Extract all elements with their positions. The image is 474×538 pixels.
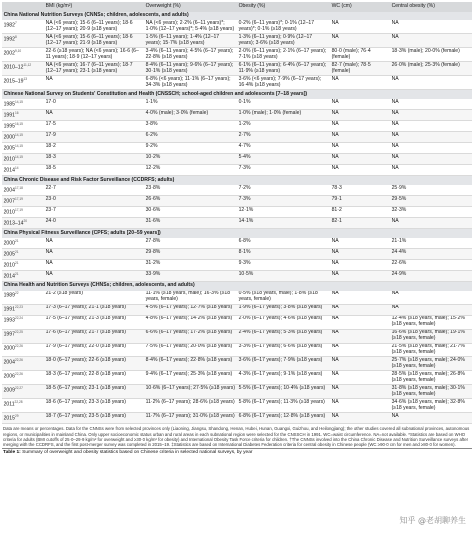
obesity-cell: 0·2% (6–11 years)*; 0·1% (12–17 years)*; 0·1% (≥18 years) [237, 20, 330, 33]
wc-cell: NA [330, 143, 390, 154]
central-obesity-cell: NA [390, 20, 472, 33]
overweight-cell: 23·8% [144, 185, 237, 196]
year-cell [2, 357, 44, 371]
year-value: 1997 [3, 332, 15, 339]
obesity-cell: 3·6% (<6 years); 7·9% (6–17 years); 16·4% (≥18 years) [237, 76, 330, 90]
overweight-cell: 30·6% [144, 206, 237, 217]
year-cell [2, 185, 44, 196]
year-cell [2, 99, 44, 110]
year-cell [2, 343, 44, 357]
overweight-cell: 11·2% (6–17 years); 28·6% (≥18 years) [144, 399, 237, 413]
bmi-cell: 17·5 [44, 120, 144, 131]
bmi-cell: 17·6 (6–17 years); 21·7 (≥18 years) [44, 329, 144, 343]
obesity-cell: 7·3% [237, 195, 330, 206]
year-value: 2010 [3, 262, 15, 269]
caption-text: Summary of overweight and obesity statistics based on Chinese criteria in selected national surveys, by year [22, 449, 253, 455]
table-row [2, 206, 472, 217]
overweight-cell: 3·8% [144, 120, 237, 131]
bmi-cell: 23·0 [44, 195, 144, 206]
bmi-cell: 21·2 (≥18 years) [44, 291, 144, 304]
central-obesity-cell: 22·6% [390, 259, 472, 270]
reference-superscript: 20 [23, 218, 27, 223]
table-row [2, 48, 472, 62]
obesity-cell: 1·9% (6–17 years); 3·8% (≥18 years) [237, 304, 330, 315]
overweight-cell: 8·4% (6–17 years); 22·8% (≥18 years) [144, 357, 237, 371]
bmi-cell: 17·9 [44, 132, 144, 143]
table-row [2, 259, 472, 270]
table-row [2, 76, 472, 90]
section-header-row [2, 281, 472, 290]
table-row [2, 385, 472, 399]
table-row [2, 185, 472, 196]
reference-superscript: 16,15 [14, 121, 23, 126]
obesity-cell: 12·1% [237, 206, 330, 217]
obesity-cell: 0·5% (≥18 years, male); 1·8% (≥18 years, female) [237, 291, 330, 304]
wc-cell: 80·0 (male); 76·4 (female) [330, 48, 390, 62]
bmi-cell: 24·0 [44, 218, 144, 229]
wc-cell: NA [330, 76, 390, 90]
year-cell [2, 109, 44, 120]
central-obesity-cell: 34·6% (≥18 years, male); 32·8% (≥18 years, female) [390, 399, 472, 413]
overweight-cell: 9·2% [144, 143, 237, 154]
table-row [2, 165, 472, 176]
central-obesity-cell: 31·8% (≥18 years, male); 30·1% (≥18 years, female) [390, 385, 472, 399]
bmi-cell: NA [44, 248, 144, 259]
wc-cell: NA [330, 20, 390, 33]
table-row [2, 143, 472, 154]
obesity-cell: 5·5% (6–17 years); 10·4% (≥18 years) [237, 385, 330, 399]
bmi-cell: NA [44, 259, 144, 270]
obesity-cell: 1·2% [237, 120, 330, 131]
year-value: 1992 [3, 36, 15, 43]
header-overweight: Overweight (%) [144, 2, 237, 12]
bmi-cell: 22·6 (≥18 years); NA (<6 years); 16·6 (6–11 years); 18·9 (12–17 years) [44, 48, 144, 62]
section-header-row [2, 176, 472, 185]
year-cell [2, 291, 44, 304]
wc-cell: NA [330, 270, 390, 281]
wc-cell: NA [330, 304, 390, 315]
table-row [2, 218, 472, 229]
year-value: 2007 [3, 198, 15, 205]
year-cell [2, 329, 44, 343]
wc-cell: 82·7 (male); 78·5 (female) [330, 62, 390, 76]
overweight-cell: 4·5% (6–17 years); 12·7% (≥18 years) [144, 304, 237, 315]
wc-cell: 82·1 [330, 218, 390, 229]
year-cell [2, 315, 44, 329]
bmi-cell: NA [44, 76, 144, 90]
header-bmi: BMI (kg/m²) [44, 2, 144, 12]
year-cell [2, 20, 44, 33]
wc-cell: NA [330, 329, 390, 343]
overweight-cell: 6·2% [144, 132, 237, 143]
caption-label: Table 1: [3, 449, 21, 455]
year-cell [2, 270, 44, 281]
year-value: 2010 [3, 209, 15, 216]
overweight-cell: 31·6% [144, 218, 237, 229]
bmi-cell: NA [44, 270, 144, 281]
section-title: China Chronic Disease and Risk Factor Surveillance (CCDRFS; adults) [2, 176, 472, 185]
year-cell [2, 385, 44, 399]
table-row [2, 291, 472, 304]
central-obesity-cell: NA [390, 143, 472, 154]
central-obesity-cell: 12·4% (≥18 years, male); 15·2% (≥18 years, female) [390, 315, 472, 329]
table-row [2, 132, 472, 143]
year-value: 2004 [3, 360, 15, 367]
reference-superscript: 22,25 [14, 330, 23, 335]
overweight-cell: 6·8% (<6 years); 11·1% (6–17 years); 34·3% (≥18 years) [144, 76, 237, 90]
obesity-cell: 6·8% [237, 238, 330, 249]
obesity-cell: 5·8% (6–17 years); 11·3% (≥18 years) [237, 399, 330, 413]
year-value: 2011 [3, 401, 15, 408]
year-value: 2002 [3, 50, 15, 57]
reference-superscript: 9,10 [14, 49, 22, 54]
section-title: China Health and Nutrition Surveys (CHNSs; children, adolescents, and adults) [2, 281, 472, 290]
central-obesity-cell: 25·9% [390, 185, 472, 196]
overweight-cell: 1·1% [144, 99, 237, 110]
overweight-cell: 31·2% [144, 259, 237, 270]
year-value: 2005 [3, 251, 15, 258]
wc-cell: 79·1 [330, 195, 390, 206]
year-cell [2, 154, 44, 165]
wc-cell: NA [330, 165, 390, 176]
central-obesity-cell: NA [390, 304, 472, 315]
bmi-cell: 18·2 [44, 143, 144, 154]
bmi-cell: 17·3 (6–17 years); 21·1 (≥18 years) [44, 304, 144, 315]
header-obesity: Obesity (%) [237, 2, 330, 12]
central-obesity-cell: 18·3% (male); 20·0% (female) [390, 48, 472, 62]
bmi-cell: 18·5 [44, 165, 144, 176]
central-obesity-cell: NA [390, 154, 472, 165]
overweight-cell: 29·8% [144, 248, 237, 259]
obesity-cell: 5·4% [237, 154, 330, 165]
year-value: 1985 [3, 101, 15, 108]
section-header-row [2, 229, 472, 238]
section-header-row [2, 12, 472, 21]
bmi-cell: 23·7 [44, 206, 144, 217]
obesity-cell: 2·7% [237, 132, 330, 143]
year-value: 2015–19 [3, 78, 24, 85]
overweight-cell: 10·6% (6–17 years); 27·5% (≥18 years) [144, 385, 237, 399]
table-row [2, 315, 472, 329]
overweight-cell: 11·7% (6–17 years); 31·0% (≥18 years) [144, 413, 237, 424]
year-value: 1995 [3, 123, 15, 130]
year-value: 2006 [3, 374, 15, 381]
table-row [2, 109, 472, 120]
reference-superscript: 17,18 [14, 185, 23, 190]
reference-superscript: 21 [14, 260, 19, 265]
obesity-statistics-table [2, 2, 472, 424]
table-row [2, 34, 472, 48]
reference-superscript: 17,19 [14, 207, 23, 212]
central-obesity-cell: 28·5% (≥18 years, male); 26·8% (≥18 years, female) [390, 371, 472, 385]
table-row [2, 357, 472, 371]
year-cell [2, 399, 44, 413]
obesity-cell: 4·3% (6–17 years); 9·1% (≥18 years) [237, 371, 330, 385]
year-value: 2014 [3, 167, 15, 174]
obesity-cell: 9·3% [237, 259, 330, 270]
year-value: 2000 [3, 134, 15, 141]
central-obesity-cell: NA [390, 99, 472, 110]
reference-superscript: 22,26 [14, 358, 23, 363]
section-title: China Physical Fitness Surveillance (CPFS; adults [20–59 years]) [2, 229, 472, 238]
year-value: 1991 [3, 112, 15, 119]
obesity-cell: 3·3% (6–17 years); 6·6% (≥18 years) [237, 343, 330, 357]
obesity-cell: 2·0% (6–11 years); 2·1% (6–17 years); 7·1% (≥18 years) [237, 48, 330, 62]
bmi-cell: 18·5 (6–17 years); 23·1 (≥18 years) [44, 385, 144, 399]
overweight-cell: 6·6% (6–17 years); 17·2% (≥18 years) [144, 329, 237, 343]
year-cell [2, 143, 44, 154]
bmi-cell: 22·7 [44, 185, 144, 196]
reference-superscript: 21 [14, 238, 19, 243]
reference-superscript: 14,15 [14, 132, 23, 137]
year-cell [2, 195, 44, 206]
table-row [2, 413, 472, 424]
reference-superscript: 8 [14, 35, 17, 40]
wc-cell: NA [330, 399, 390, 413]
central-obesity-cell: NA [390, 120, 472, 131]
central-obesity-cell: NA [390, 76, 472, 90]
central-obesity-cell: 25·7% (≥18 years, male); 24·0% (≥18 years, female) [390, 357, 472, 371]
year-cell [2, 218, 44, 229]
reference-superscript: 14 [14, 166, 19, 171]
bmi-cell: NA (<6 years); 16·7 (6–11 years); 18·7 (12–17 years); 23·1 (≥18 years) [44, 62, 144, 76]
year-cell [2, 76, 44, 90]
reference-superscript: 14,15 [14, 99, 23, 104]
year-value: 1991 [3, 307, 15, 314]
table-row [2, 120, 472, 131]
wc-cell: NA [330, 34, 390, 48]
wc-cell: NA [330, 259, 390, 270]
central-obesity-cell: 32·3% [390, 206, 472, 217]
year-value: 2000 [3, 240, 15, 247]
year-cell [2, 413, 44, 424]
wc-cell: NA [330, 371, 390, 385]
year-cell [2, 248, 44, 259]
year-cell [2, 238, 44, 249]
year-value: 2005 [3, 145, 15, 152]
bmi-cell: 18·3 [44, 154, 144, 165]
year-value: 2013–14 [3, 220, 24, 227]
year-cell [2, 206, 44, 217]
bmi-cell: 18·0 (6–17 years); 22·6 (≥18 years) [44, 357, 144, 371]
obesity-cell: 3·6% (6–17 years); 7·9% (≥18 years) [237, 357, 330, 371]
obesity-cell: 6·1% (6–11 years); 6·4% (6–17 years); 11·9% (≥18 years) [237, 62, 330, 76]
year-value: 1993 [3, 318, 15, 325]
overweight-cell: 12·2% [144, 165, 237, 176]
central-obesity-cell: 24·9% [390, 270, 472, 281]
section-title: Chinese National Survey on Students' Constitution and Health (CNSSCH; school-aged children and adolescents [7–18 years]) [2, 90, 472, 99]
table-row [2, 343, 472, 357]
reference-superscript: 29 [14, 414, 19, 419]
year-cell [2, 34, 44, 48]
table-row [2, 20, 472, 33]
obesity-cell: 2·4% (6–17 years); 5·3% (≥18 years) [237, 329, 330, 343]
central-obesity-cell: NA [390, 413, 472, 424]
year-cell [2, 259, 44, 270]
year-cell [2, 371, 44, 385]
wc-cell: NA [330, 238, 390, 249]
year-value: 2010 [3, 156, 15, 163]
watermark: 知乎 @老胡聊养生 [399, 516, 466, 525]
year-value: 1982 [3, 22, 15, 29]
overweight-cell: 8·4% (6–11 years); 9·6% (6–17 years); 30·1% (≥18 years) [144, 62, 237, 76]
year-value: 1989 [3, 293, 15, 300]
table-row [2, 399, 472, 413]
wc-cell: NA [330, 413, 390, 424]
table-row [2, 238, 472, 249]
overweight-cell: 11·1% (≥18 years, male); 16·3% (≥18 years, female) [144, 291, 237, 304]
overweight-cell: 4·0% (male); 3·0% (female) [144, 109, 237, 120]
central-obesity-cell: NA [390, 218, 472, 229]
reference-superscript: 13 [23, 77, 27, 82]
table-caption [2, 448, 472, 457]
table-notes: Data are means or percentages. Data for the CNNSs were from selected provinces only (Liaoning, Jiangsu, Shandong, Henan, Hubei, Hunan, Guangxi, Guizhou, and Heilongjiang); the other studies covered all subnational provinces, autonomous regions, or municipalities in mainland China. Only upper socioeconomic status urban and rural areas in each subnational region were selected for the CNSSCH in 1991. WC=waist circumference. NA=not available. *Statistics are based on WHO criteria for adults (BMI cutoffs of 25·0–29·9 kg/m² for overweight and ≥30·0 kg/m² for obesity) and International Obesity Task Force criteria for children. †The CNNSs involved into the China Chronic Disease and Nutrition Surveillance surveys after merging with the CCDRFS, and the first post-merger survey was completed in 2015–19. ‡Statistics are based on International Diabetes Federation criteria for central obesity in Chinese people (WC ≥90·0 cm for men and ≥80·0 for women). [3, 426, 470, 447]
wc-cell: NA [330, 120, 390, 131]
reference-superscript: 22 [14, 291, 19, 296]
central-obesity-cell: 21·5% (≥18 years, male); 21·7% (≥18 years, female) [390, 343, 472, 357]
reference-superscript: 17,19 [14, 196, 23, 201]
wc-cell: NA [330, 315, 390, 329]
overweight-cell: 7·5% (6–17 years); 20·0% (≥18 years) [144, 343, 237, 357]
reference-superscript: 22,23 [14, 305, 23, 310]
wc-cell: NA [330, 385, 390, 399]
central-obesity-cell: NA [390, 132, 472, 143]
year-cell [2, 62, 44, 76]
header-wc: WC (cm) [330, 2, 390, 12]
wc-cell: NA [330, 343, 390, 357]
reference-superscript: 22,27 [14, 386, 23, 391]
year-cell [2, 48, 44, 62]
reference-superscript: 7 [14, 21, 17, 26]
wc-cell: NA [330, 132, 390, 143]
reference-superscript: 14,15 [14, 143, 23, 148]
year-cell [2, 132, 44, 143]
obesity-cell: 10·5% [237, 270, 330, 281]
reference-superscript: 16 [14, 110, 19, 115]
obesity-cell: 7·2% [237, 185, 330, 196]
obesity-cell: 14·1% [237, 218, 330, 229]
year-value: 2009 [3, 387, 15, 394]
obesity-cell: 8·1% [237, 248, 330, 259]
year-value: 2004 [3, 187, 15, 194]
bmi-cell: 17·5 (6–17 years); 21·3 (≥18 years) [44, 315, 144, 329]
central-obesity-cell: 16·6% (≥18 years, male); 19·1% (≥18 years, female) [390, 329, 472, 343]
obesity-cell: 1·3% (6–11 years); 0·9% (12–17 years); 3·6% (≥18 years) [237, 34, 330, 48]
year-value: 2014 [3, 273, 15, 280]
year-value: 2000 [3, 346, 15, 353]
overweight-cell: 3·4% (6–11 years); 4·5% (6–17 years); 22·8% (≥18 years) [144, 48, 237, 62]
central-obesity-cell: NA [390, 165, 472, 176]
obesity-cell: 1·0% (male); 1·0% (female) [237, 109, 330, 120]
central-obesity-cell: NA [390, 109, 472, 120]
overweight-cell: 10·2% [144, 154, 237, 165]
obesity-cell: 4·7% [237, 143, 330, 154]
reference-superscript: 22,26 [14, 344, 23, 349]
obesity-cell: 6·8% (6–17 years); 12·8% (≥18 years) [237, 413, 330, 424]
table-row [2, 329, 472, 343]
reference-superscript: 21 [14, 271, 19, 276]
table-header-row [2, 2, 472, 12]
bmi-cell: 17·0 [44, 99, 144, 110]
table-row [2, 99, 472, 110]
bmi-cell: 18·3 (6–17 years); 22·8 (≥18 years) [44, 371, 144, 385]
bmi-cell: NA [44, 109, 144, 120]
header-central-obesity: Central obesity (%) [390, 2, 472, 12]
bmi-cell: 18·6 (6–17 years); 23·3 (≥18 years) [44, 399, 144, 413]
obesity-cell: 7·3% [237, 165, 330, 176]
overweight-cell: 1·5% (6–11 years); 1·4% (12–17 years); 15·7% (≥18 years) [144, 34, 237, 48]
central-obesity-cell: NA [390, 34, 472, 48]
wc-cell: NA [330, 357, 390, 371]
reference-superscript: 22,28 [14, 400, 23, 405]
year-value: 2015 [3, 415, 15, 422]
year-cell [2, 165, 44, 176]
overweight-cell: NA (<6 years); 2·2% (6–11 years)*; 1·0% (12–17 years)*; 5·4% (≥18 years) [144, 20, 237, 33]
overweight-cell: 9·4% (6–17 years); 25·3% (≥18 years) [144, 371, 237, 385]
year-cell [2, 120, 44, 131]
table-row [2, 270, 472, 281]
obesity-cell: 0·1% [237, 99, 330, 110]
overweight-cell: 4·8% (6–17 years); 14·2% (≥18 years) [144, 315, 237, 329]
table-row [2, 248, 472, 259]
reference-superscript: 11,12 [23, 63, 32, 68]
reference-superscript: 21 [14, 249, 19, 254]
central-obesity-cell: NA [390, 291, 472, 304]
reference-superscript: 22,24 [14, 316, 23, 321]
year-value: 2010–12 [3, 64, 24, 71]
obesity-cell: 2·0% (6–17 years); 4·6% (≥18 years) [237, 315, 330, 329]
table-row [2, 371, 472, 385]
central-obesity-cell: 29·5% [390, 195, 472, 206]
wc-cell: 78·3 [330, 185, 390, 196]
table-row [2, 304, 472, 315]
year-cell [2, 304, 44, 315]
reference-superscript: 14,15 [14, 155, 23, 160]
overweight-cell: 26·6% [144, 195, 237, 206]
central-obesity-cell: 21·1% [390, 238, 472, 249]
table-row [2, 154, 472, 165]
bmi-cell: NA (<6 years); 15·6 (6–11 years); 18·6 (12–17 years); 20·9 (≥18 years) [44, 20, 144, 33]
reference-superscript: 22,26 [14, 372, 23, 377]
wc-cell: 81·2 [330, 206, 390, 217]
bmi-cell: 18·7 (6–17 years); 23·5 (≥18 years) [44, 413, 144, 424]
bmi-cell: 17·9 (6–17 years); 22·0 (≥18 years) [44, 343, 144, 357]
wc-cell: NA [330, 291, 390, 304]
bmi-cell: NA (<6 years); 15·6 (6–11 years); 18·6 (12–17 years); 21·9 (≥18 years) [44, 34, 144, 48]
wc-cell: NA [330, 154, 390, 165]
table-row [2, 62, 472, 76]
section-header-row [2, 90, 472, 99]
header-year [2, 2, 44, 12]
table-row [2, 195, 472, 206]
overweight-cell: 33·9% [144, 270, 237, 281]
central-obesity-cell: 26·0% (male); 25·3% (female) [390, 62, 472, 76]
bmi-cell: NA [44, 238, 144, 249]
central-obesity-cell: 24·4% [390, 248, 472, 259]
wc-cell: NA [330, 248, 390, 259]
overweight-cell: 27·8% [144, 238, 237, 249]
table-body [2, 12, 472, 424]
section-title: China National Nutrition Surveys (CNNSs; children, adolescents, and adults) [2, 12, 472, 21]
wc-cell: NA [330, 109, 390, 120]
wc-cell: NA [330, 99, 390, 110]
